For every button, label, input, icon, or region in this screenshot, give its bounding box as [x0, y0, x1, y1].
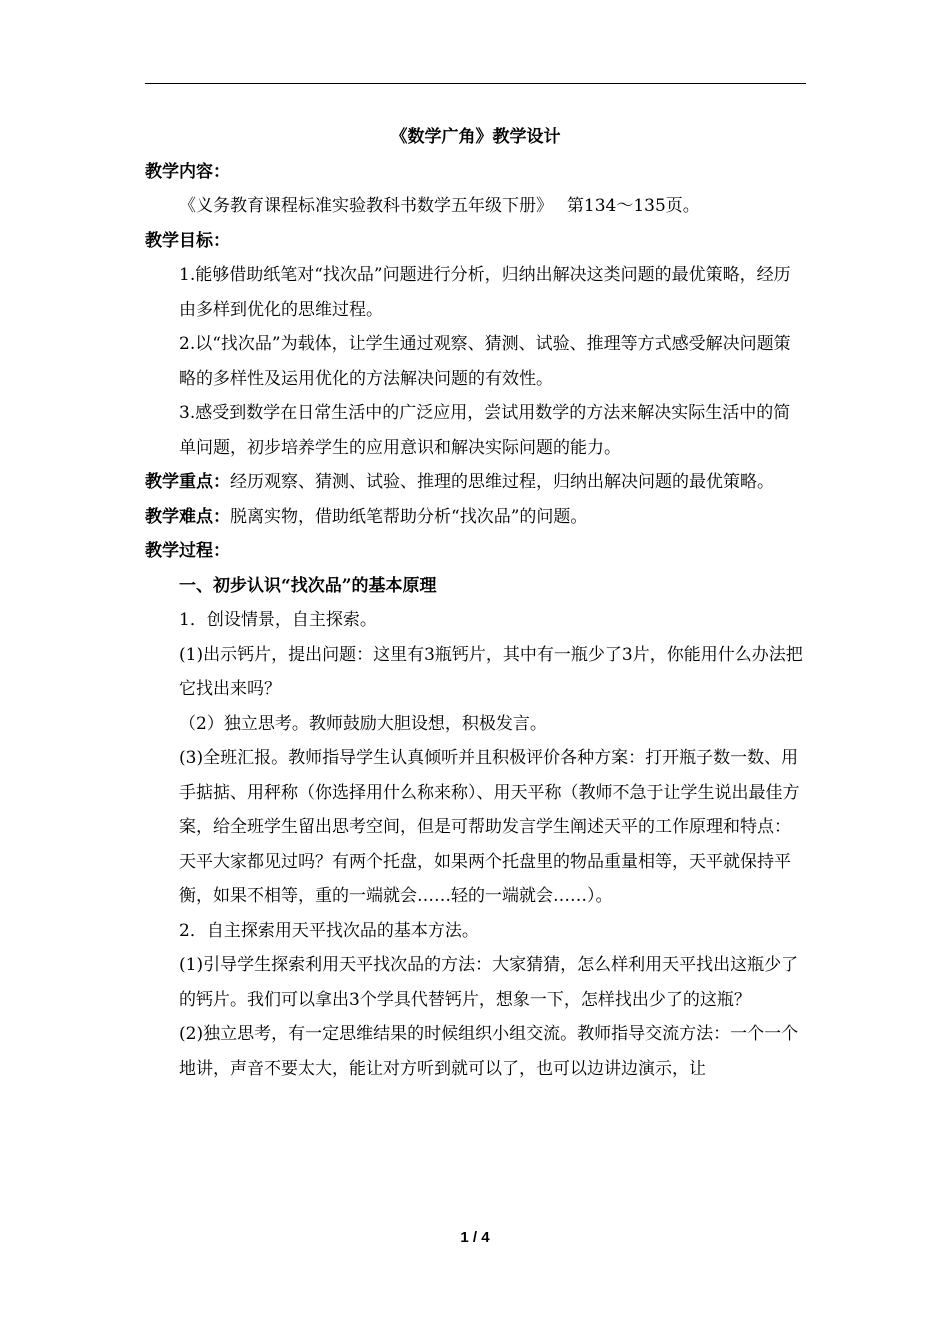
section-1-heading: 一、初步认识“找次品”的基本原理 — [179, 575, 437, 596]
page-number: 1 / 4 — [460, 1229, 490, 1246]
goal-1: 1.能够借助纸笔对“找次品”问题进行分析，归纳出解决这类问题的最优策略，经历由多样到优化的思维过程。 — [179, 265, 791, 320]
step-2: 2．自主探索用天平找次品的基本方法。 — [179, 920, 479, 941]
step-1-item-1: (1)出示钙片，提出问题：这里有3瓶钙片，其中有一瓶少了3片，你能用什么办法把它找出来吗？ — [179, 644, 803, 699]
doc-title: 《数学广角》教学设计 — [390, 127, 561, 147]
heading-goals: 教学目标： — [145, 230, 230, 251]
step-2-item-2: (2)独立思考，有一定思维结果的时候组织小组交流。教师指导交流方法：一个一个地讲，声音不要太大，能让对方听到就可以了，也可以边讲边演示，让 — [179, 1024, 799, 1079]
key-point-label: 教学重点： — [145, 472, 230, 492]
step-1-item-2: （2）独立思考。教师鼓励大胆设想，积极发言。 — [179, 713, 547, 734]
goal-3: 3.感受到数学在日常生活中的广泛应用，尝试用数学的方法来解决实际生活中的简单问题，初步培养学生的应用意识和解决实际问题的能力。 — [179, 403, 791, 458]
step-1: 1．创设情景，自主探索。 — [179, 610, 377, 630]
difficulty-label: 教学难点： — [145, 506, 230, 527]
header-rule — [145, 83, 806, 84]
step-1-item-3: (3)全班汇报。教师指导学生认真倾听并且积极评价各种方案：打开瓶子数一数、用手掂掂、用秤称（你选择用什么称来称）、用天平称（教师不急于让学生说出最佳方案，给全班学生留出思考空间，但是可帮助发言学生阐述天平的工作原理和特点：天平大家都见过吗？有两个托盘，如果两个托盘里的物品重量相等，天平就保持平衡，如果不相等，重的一端就会……轻的一端就会……）。 — [179, 748, 800, 906]
key-point-text: 经历观察、猜测、试验、推理的思维过程，归纳出解决问题的最优策略。 — [230, 472, 774, 492]
content-line: 《义务教育课程标准实验教科书数学五年级下册》 第134～135页。 — [179, 196, 700, 216]
key-point — [145, 465, 806, 500]
document-body — [145, 120, 806, 1086]
difficulty — [145, 500, 806, 535]
heading-process: 教学过程： — [145, 541, 230, 561]
difficulty-text: 脱离实物，借助纸笔帮助分析“找次品”的问题。 — [230, 506, 588, 527]
goal-2: 2.以“找次品”为载体，让学生通过观察、猜测、试验、推理等方式感受解决问题策略的多样性及运用优化的方法解决问题的有效性。 — [179, 334, 791, 389]
heading-content: 教学内容： — [145, 161, 230, 182]
step-2-item-1: (1)引导学生探索利用天平找次品的方法：大家猜猜，怎么样利用天平找出这瓶少了的钙片。我们可以拿出3个学具代替钙片，想象一下，怎样找出少了的这瓶？ — [179, 955, 799, 1010]
